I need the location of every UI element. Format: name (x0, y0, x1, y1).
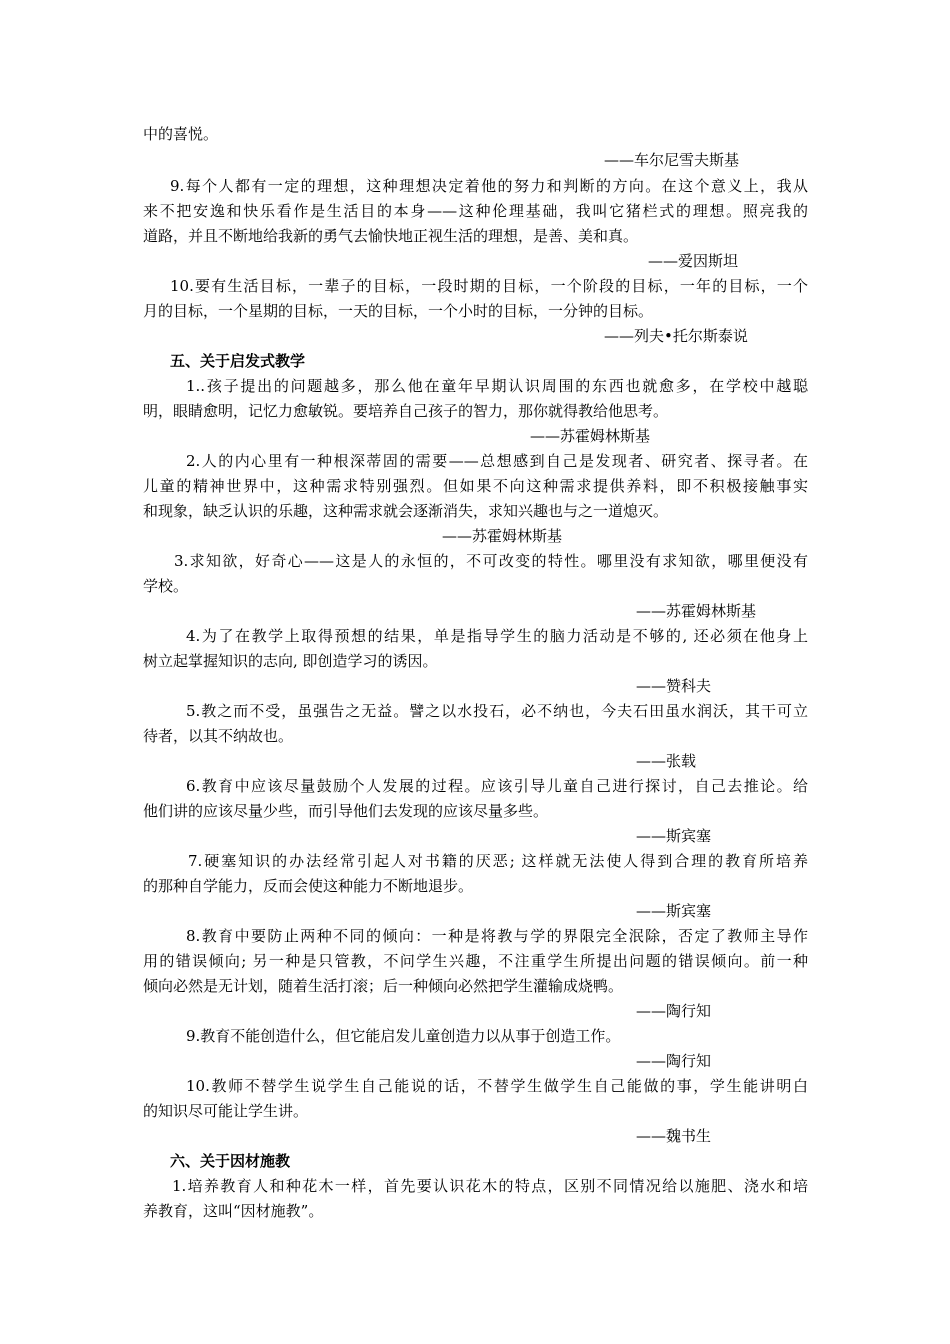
s5-quote-6-line-1: 6.教育中应该尽量鼓励个人发展的过程。应该引导儿童自己进行探讨，自己去推论。给 (186, 777, 808, 795)
s5-quote-1-line-2: 明，眼睛愈明，记忆力愈敏锐。要培养自己孩子的智力，那你就得教给他思考。 (143, 402, 669, 420)
s6-quote-1-line-2: 养教育，这叫“因材施教”。 (143, 1202, 324, 1220)
s5-quote-2-line-3: 和现象，缺乏认识的乐趣，这种需求就会逐渐消失，求知兴趣也与之一道熄灭。 (143, 502, 669, 520)
s5-quote-5-author: ——张载 (636, 752, 697, 770)
s5-quote-3-line-2: 学校。 (143, 577, 189, 595)
s5-quote-2-line-1: 2.人的内心里有一种根深蒂固的需要——总想感到自己是发现者、研究者、探寻者。在 (186, 452, 808, 470)
s5-quote-7-author: ——斯宾塞 (636, 902, 712, 920)
section-5-heading: 五、关于启发式教学 (170, 352, 306, 370)
s5-quote-5-line-1: 5.教之而不受，虽强告之无益。譬之以水投石，必不纳也，今夫石田虽水润沃，其干可立 (186, 702, 808, 720)
quote-9-line-1: 9.每个人都有一定的理想，这种理想决定着他的努力和判断的方向。在这个意义上，我从 (170, 177, 808, 195)
s5-quote-6-author: ——斯宾塞 (636, 827, 712, 845)
s5-quote-4-line-2: 树立起掌握知识的志向, 即创造学习的诱因。 (143, 652, 438, 670)
quote-9-line-2: 来不把安逸和快乐看作是生活目的本身——这种伦理基础，我叫它猪栏式的理想。照亮我的 (143, 202, 808, 220)
quote-10-author: ——列夫•托尔斯泰说 (604, 327, 748, 345)
s5-quote-8-author: ——陶行知 (636, 1002, 712, 1020)
s5-quote-7-line-2: 的那种自学能力，反而会使这种能力不断地退步。 (143, 877, 474, 895)
quote-9-line-3: 道路，并且不断地给我新的勇气去愉快地正视生活的理想，是善、美和真。 (143, 227, 639, 245)
s5-quote-7-line-1: 7.硬塞知识的办法经常引起人对书籍的厌恶; 这样就无法使人得到合理的教育所培养 (188, 852, 808, 870)
s5-quote-10-line-2: 的知识尽可能让学生讲。 (143, 1102, 309, 1120)
s5-quote-4-line-1: 4.为了在教学上取得预想的结果，单是指导学生的脑力活动是不够的, 还必须在他身上 (186, 627, 808, 645)
s5-quote-8-line-1: 8.教育中要防止两种不同的倾向：一种是将教与学的界限完全泯除，否定了教师主导作 (186, 927, 808, 945)
s6-quote-1-line-1: 1.培养教育人和种花木一样，首先要认识花木的特点，区别不同情况给以施肥、浇水和培 (172, 1177, 808, 1195)
quote-9-author: ——爱因斯坦 (648, 252, 739, 270)
quote-10-line-1: 10.要有生活目标，一辈子的目标，一段时期的目标，一个阶段的目标，一年的目标，一个 (170, 277, 808, 295)
s5-quote-4-author: ——赞科夫 (636, 677, 712, 695)
s5-quote-10-author: ——魏书生 (636, 1127, 712, 1145)
s5-quote-10-line-1: 10.教师不替学生说学生自己能说的话，不替学生做学生自己能做的事，学生能讲明白 (186, 1077, 808, 1095)
s5-quote-9-line-1: 9.教育不能创造什么，但它能启发儿童创造力以从事于创造工作。 (186, 1027, 621, 1045)
s5-quote-3-line-1: 3.求知欲，好奇心——这是人的永恒的，不可改变的特性。哪里没有求知欲，哪里便没有 (174, 552, 808, 570)
s5-quote-9-author: ——陶行知 (636, 1052, 712, 1070)
s5-quote-8-line-2: 用的错误倾向; 另一种是只管教，不问学生兴趣，不注重学生所提出问题的错误倾向。前一种 (143, 952, 808, 970)
s5-quote-5-line-2: 待者，以其不纳故也。 (143, 727, 294, 745)
quote-8-last-line: 中的喜悦。 (143, 125, 219, 143)
s5-quote-3-author: ——苏霍姆林斯基 (636, 602, 757, 620)
quote-10-line-2: 月的目标，一个星期的目标，一天的目标，一个小时的目标，一分钟的目标。 (143, 302, 654, 320)
s5-quote-2-line-2: 儿童的精神世界中，这种需求特别强烈。但如果不向这种需求提供养料，即不积极接触事实 (143, 477, 808, 495)
s5-quote-2-author: ——苏霍姆林斯基 (442, 527, 563, 545)
s5-quote-6-line-2: 他们讲的应该尽量少些，而引导他们去发现的应该尽量多些。 (143, 802, 549, 820)
quote-8-author: ——车尔尼雪夫斯基 (604, 151, 740, 169)
s5-quote-8-line-3: 倾向必然是无计划，随着生活打滚；后一种倾向必然把学生灌输成烧鸭。 (143, 977, 624, 995)
section-6-heading: 六、关于因材施教 (170, 1152, 291, 1170)
s5-quote-1-line-1: 1..孩子提出的问题越多，那么他在童年早期认识周围的东西也就愈多，在学校中越聪 (186, 377, 808, 395)
s5-quote-1-author: ——苏霍姆林斯基 (530, 427, 651, 445)
